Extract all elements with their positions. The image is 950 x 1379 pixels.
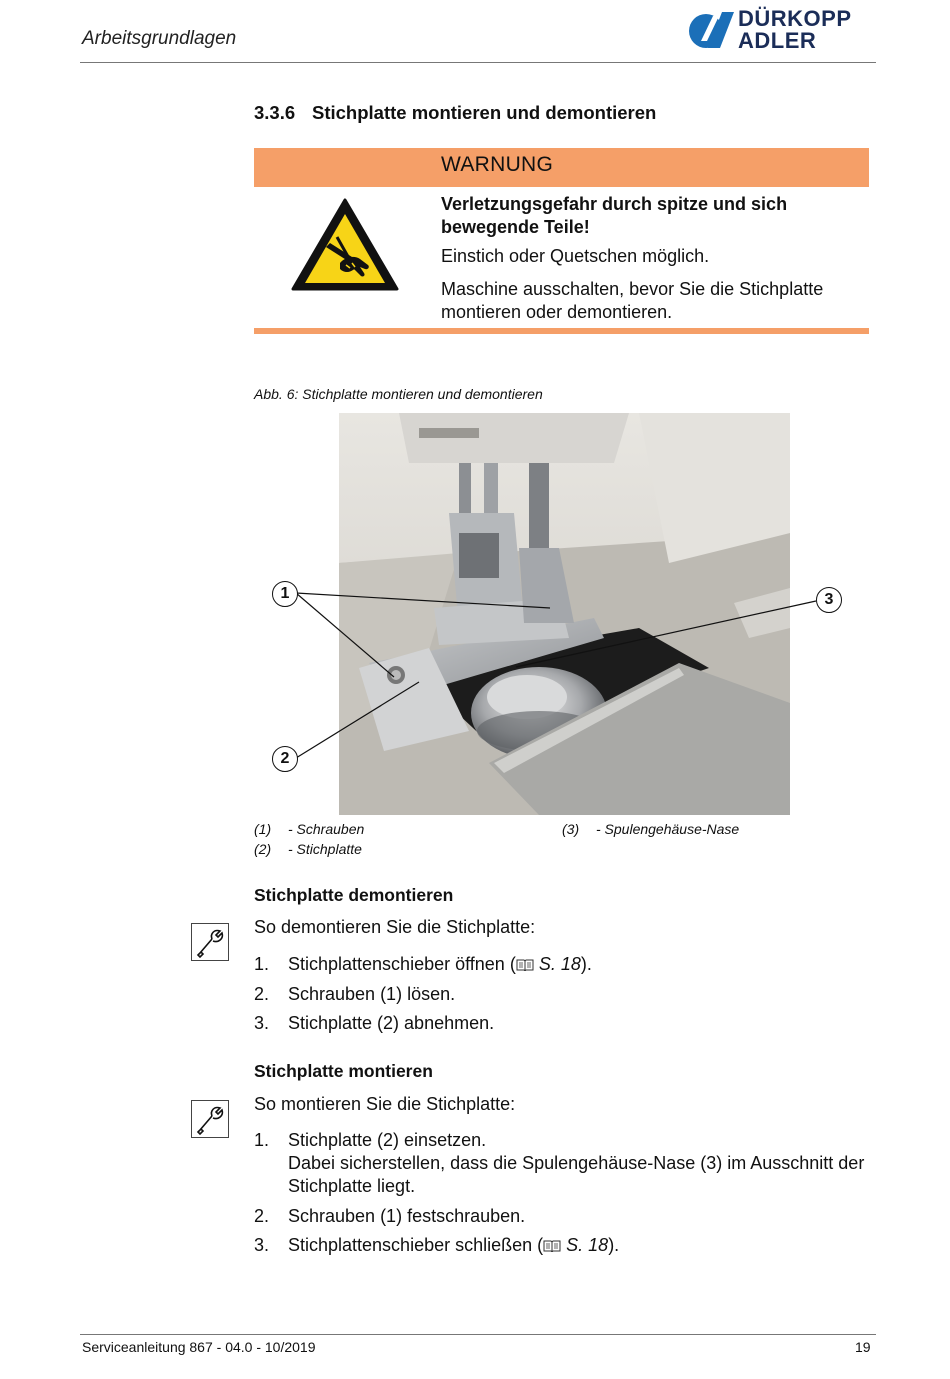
callout-1: 1 xyxy=(272,581,298,607)
install-step-3: 3. Stichplattenschieber schließen ( S. 18). xyxy=(254,1235,620,1255)
hand-crush-warning-icon xyxy=(290,197,400,293)
duerkopp-adler-logo xyxy=(688,6,873,54)
footer-document-id: Serviceanleitung 867 - 04.0 - 10/2019 xyxy=(82,1339,316,1355)
callout-3: 3 xyxy=(816,587,842,613)
warning-title: WARNUNG xyxy=(441,153,554,176)
section-number: 3.3.6 xyxy=(254,102,296,123)
install-step-2: 2. Schrauben (1) festschrauben. xyxy=(254,1206,526,1226)
legend-item-2: (2) - Stichplatte xyxy=(254,841,362,857)
install-heading: Stichplatte montieren xyxy=(254,1061,433,1081)
wrench-icon xyxy=(191,1100,229,1138)
warning-bottom-rule xyxy=(254,328,869,334)
remove-intro: So demontieren Sie die Stichplatte: xyxy=(254,917,536,937)
remove-heading: Stichplatte demontieren xyxy=(254,885,454,905)
legend-item-1: (1) - Schrauben xyxy=(254,821,365,837)
logo-line-1: DÜRKOPP xyxy=(738,6,852,31)
warning-title-bar xyxy=(254,148,869,187)
callout-2: 2 xyxy=(272,746,298,772)
page-ref-link[interactable]: S. 18 xyxy=(566,1235,609,1255)
install-intro: So montieren Sie die Stichplatte: xyxy=(254,1094,516,1114)
warning-line-2: Maschine ausschalten, bevor Sie die Stichplatte montieren oder demontieren. xyxy=(441,279,824,322)
book-icon xyxy=(516,958,534,971)
section-heading xyxy=(254,102,656,124)
logo-line-2: ADLER xyxy=(738,28,817,53)
running-header: Arbeitsgrundlagen xyxy=(82,28,237,49)
warning-headline: Verletzungsgefahr durch spitze und sich bewegende Teile! xyxy=(441,194,788,237)
remove-step-3: 3. Stichplatte (2) abnehmen. xyxy=(254,1013,495,1033)
wrench-icon xyxy=(191,923,229,961)
book-icon xyxy=(543,1239,561,1252)
callout-overlay xyxy=(254,570,874,780)
install-step-1: 1. Stichplatte (2) einsetzen. Dabei sicherstellen, dass die Spulengehäuse-Nase (3) im Ausschnitt der Stichplatte liegt. xyxy=(254,1130,865,1196)
remove-step-1: 1. Stichplattenschieber öffnen ( S. 18). xyxy=(254,954,592,974)
remove-step-2: 2. Schrauben (1) lösen. xyxy=(254,984,456,1004)
warning-line-1: Einstich oder Quetschen möglich. xyxy=(441,246,710,266)
section-title: Stichplatte montieren und demontieren xyxy=(312,102,657,123)
header-rule xyxy=(80,62,876,63)
logo-mark-icon xyxy=(688,8,736,54)
page-ref-link[interactable]: S. 18 xyxy=(538,954,581,974)
page-number: 19 xyxy=(855,1339,871,1355)
figure-caption: Abb. 6: Stichplatte montieren und demontieren xyxy=(254,386,543,402)
footer-rule xyxy=(80,1334,876,1335)
legend-item-3: (3) - Spulengehäuse-Nase xyxy=(562,821,740,837)
